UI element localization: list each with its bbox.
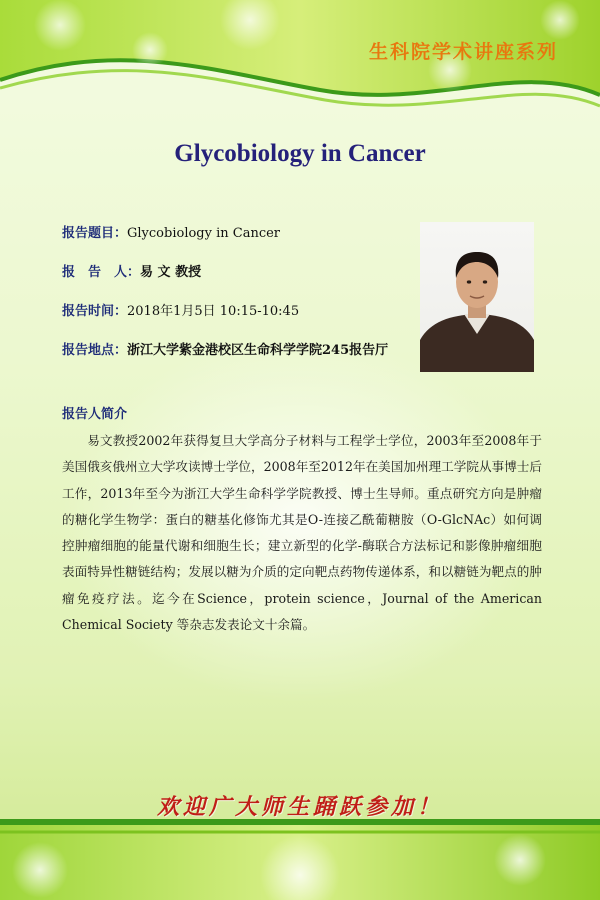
info-topic-label: 报告题目： [62,226,128,241]
bio-text: 易文教授2002年获得复旦大学高分子材料与工程学士学位，2003年至2008年于美国俄亥俄州立大学攻读博士学位，2008年至2012年在美国加州理工学院从事博士后工作，2013年至今为浙江大学生命科学学院教授、博士生导师。重点研究方向是肿瘤的糖化学生物学：蛋白的糖基化修饰尤其是O-连接乙酰葡糖胺（O-GlcNAc）如何调控肿瘤细胞的能量代谢和细胞生长；建立新型的化学-酶联合方法标记和影像肿瘤细胞表面特异性糖链结构；发展以糖为介质的定向靶点药物传递体系，和以糖链为靶点的肿瘤免疫疗法。迄今在Science，protein science，Journal of the American Chemical Society 等杂志发表论文十余篇。 [62,433,542,633]
speaker-photo [420,222,534,372]
welcome-slogan: 欢迎广大师生踊跃参加！ [156,795,443,820]
info-topic-value: Glycobiology in Cancer [127,226,281,241]
info-location-label: 报告地点： [62,343,128,358]
info-speaker-row [62,261,412,300]
info-speaker-label: 报 告 人： [62,265,141,280]
footer-wave-decoration [0,760,600,900]
info-time-row [62,300,412,339]
info-topic-row [62,222,412,261]
info-time-value: 2018年1月5日 10:15-10:45 [127,304,300,319]
info-time-label: 报告时间： [62,304,128,319]
info-location-value: 浙江大学紫金港校区生命科学学院245报告厅 [127,343,389,358]
info-speaker-value: 易 文 教授 [140,265,202,280]
header-wave-decoration [0,0,600,130]
lecture-info [62,222,412,378]
lecture-series-title: 生科院学术讲座系列 [368,41,558,63]
info-location-row [62,339,412,378]
bio-heading: 报告人简介 [62,407,128,422]
speaker-portrait-illustration [420,222,534,372]
lecture-title: Glycobiology in Cancer [174,140,426,167]
